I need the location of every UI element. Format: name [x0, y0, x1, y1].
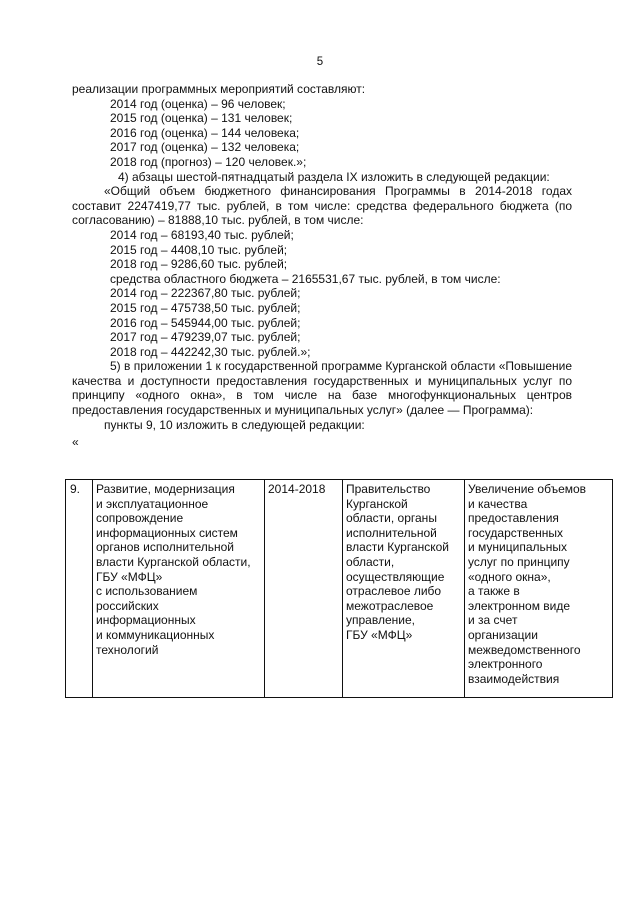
- federal-2018: 2018 год – 9286,60 тыс. рублей;: [110, 257, 288, 272]
- result-cell: [465, 480, 613, 698]
- executor-line: межотраслевое: [346, 598, 434, 613]
- executor-line: области,: [346, 554, 395, 569]
- result-line: услуг по принципу: [468, 554, 570, 569]
- activity-line: информационных: [96, 613, 196, 628]
- activity-line: и эксплуатационное: [96, 496, 209, 511]
- result-line: а также в: [468, 584, 520, 599]
- list-item-2017: 2017 год (оценка) – 132 человека;: [110, 140, 300, 155]
- executor-line: исполнительной: [346, 525, 437, 540]
- result-line: электронном виде: [468, 598, 571, 613]
- executor-line: осуществляющие: [346, 569, 445, 584]
- page-number: 5: [316, 56, 324, 68]
- result-line: Увеличение объемов: [468, 482, 587, 496]
- activity-line: Развитие, модернизация: [96, 482, 235, 496]
- federal-2014: 2014 год – 68193,40 тыс. рублей;: [110, 227, 294, 242]
- activity-line: власти Курганской области,: [96, 554, 251, 569]
- period-cell: [265, 480, 343, 698]
- executor-line: Курганской: [346, 496, 408, 511]
- activity-line: органов исполнительной: [96, 540, 234, 555]
- executor-line: ГБУ «МФЦ»: [346, 627, 413, 642]
- opening-quote: «: [72, 435, 79, 450]
- activity-line: ГБУ «МФЦ»: [96, 569, 163, 584]
- regional-2014: 2014 год – 222367,80 тыс. рублей;: [110, 286, 301, 301]
- result-line: и муниципальных: [468, 540, 568, 555]
- result-line: государственных: [468, 525, 564, 540]
- result-line: и качества: [468, 496, 528, 511]
- row-number-cell: [66, 480, 93, 698]
- paragraph-item-4: 4) абзацы шестой-пятнадцатый раздела IX изложить в следующей редакции:: [118, 169, 550, 184]
- activity-cell: [93, 480, 265, 698]
- row-number: 9.: [70, 482, 81, 496]
- executors-cell: [343, 480, 465, 698]
- executor-line: управление,: [346, 613, 415, 628]
- regional-2015: 2015 год – 475738,50 тыс. рублей;: [110, 300, 301, 315]
- activity-line: с использованием: [96, 584, 198, 599]
- activity-line: технологий: [96, 642, 159, 657]
- paragraph-regional-budget: средства областного бюджета – 2165531,67 тыс. рублей, в том числе:: [110, 271, 501, 286]
- executor-line: отраслевое либо: [346, 584, 442, 599]
- activity-line: сопровождение: [96, 511, 184, 526]
- result-line: предоставления: [468, 511, 559, 526]
- regional-2018: 2018 год – 442242,30 тыс. рублей.»;: [110, 344, 311, 359]
- federal-2015: 2015 год – 4408,10 тыс. рублей;: [110, 242, 288, 257]
- result-line: организации: [468, 627, 538, 642]
- result-line: взаимодействия: [468, 671, 560, 686]
- executor-line: Правительство: [346, 482, 431, 496]
- period: 2014-2018: [268, 482, 326, 496]
- executor-line: власти Курганской: [346, 540, 450, 555]
- paragraph-points: пункты 9, 10 изложить в следующей редакции:: [104, 417, 365, 432]
- result-line: и за счет: [468, 613, 518, 628]
- program-table: [65, 479, 613, 698]
- list-item-2014: 2014 год (оценка) – 96 человек;: [110, 96, 286, 111]
- list-item-2018: 2018 год (прогноз) – 120 человек.»;: [110, 154, 307, 169]
- regional-2016: 2016 год – 545944,00 тыс. рублей;: [110, 315, 301, 330]
- activity-line: российских: [96, 598, 159, 613]
- activity-line: информационных систем: [96, 525, 238, 540]
- paragraph-item-5: 5) в приложении 1 к государственной программе Курганской области «Повышение качества и доступности предоставления государственных и муниципальных услуг по принципу «одного окна», в том числе на базе многофункциональных центров предоставления государственных и муниципальных услуг» (далее — Программа):: [72, 359, 572, 418]
- result-line: «одного окна»,: [468, 569, 551, 584]
- result-line: электронного: [468, 657, 543, 672]
- paragraph-intro: реализации программных мероприятий составляют:: [72, 82, 366, 96]
- list-item-2016: 2016 год (оценка) – 144 человека;: [110, 125, 300, 140]
- regional-2017: 2017 год – 479239,07 тыс. рублей;: [110, 330, 301, 345]
- result-line: межведомственного: [468, 642, 581, 657]
- table-row: [66, 480, 613, 698]
- list-item-2015: 2015 год (оценка) – 131 человек;: [110, 111, 293, 126]
- activity-line: и коммуникационных: [96, 627, 215, 642]
- paragraph-total-funding: «Общий объем бюджетного финансирования Программы в 2014-2018 годах составит 2247419,77 тыс. рублей, в том числе: средства федерального бюджета (по согласованию) – 81888,10 тыс. рублей, в том числе:: [72, 184, 572, 228]
- document-body: [72, 82, 572, 450]
- executor-line: области, органы: [346, 511, 437, 526]
